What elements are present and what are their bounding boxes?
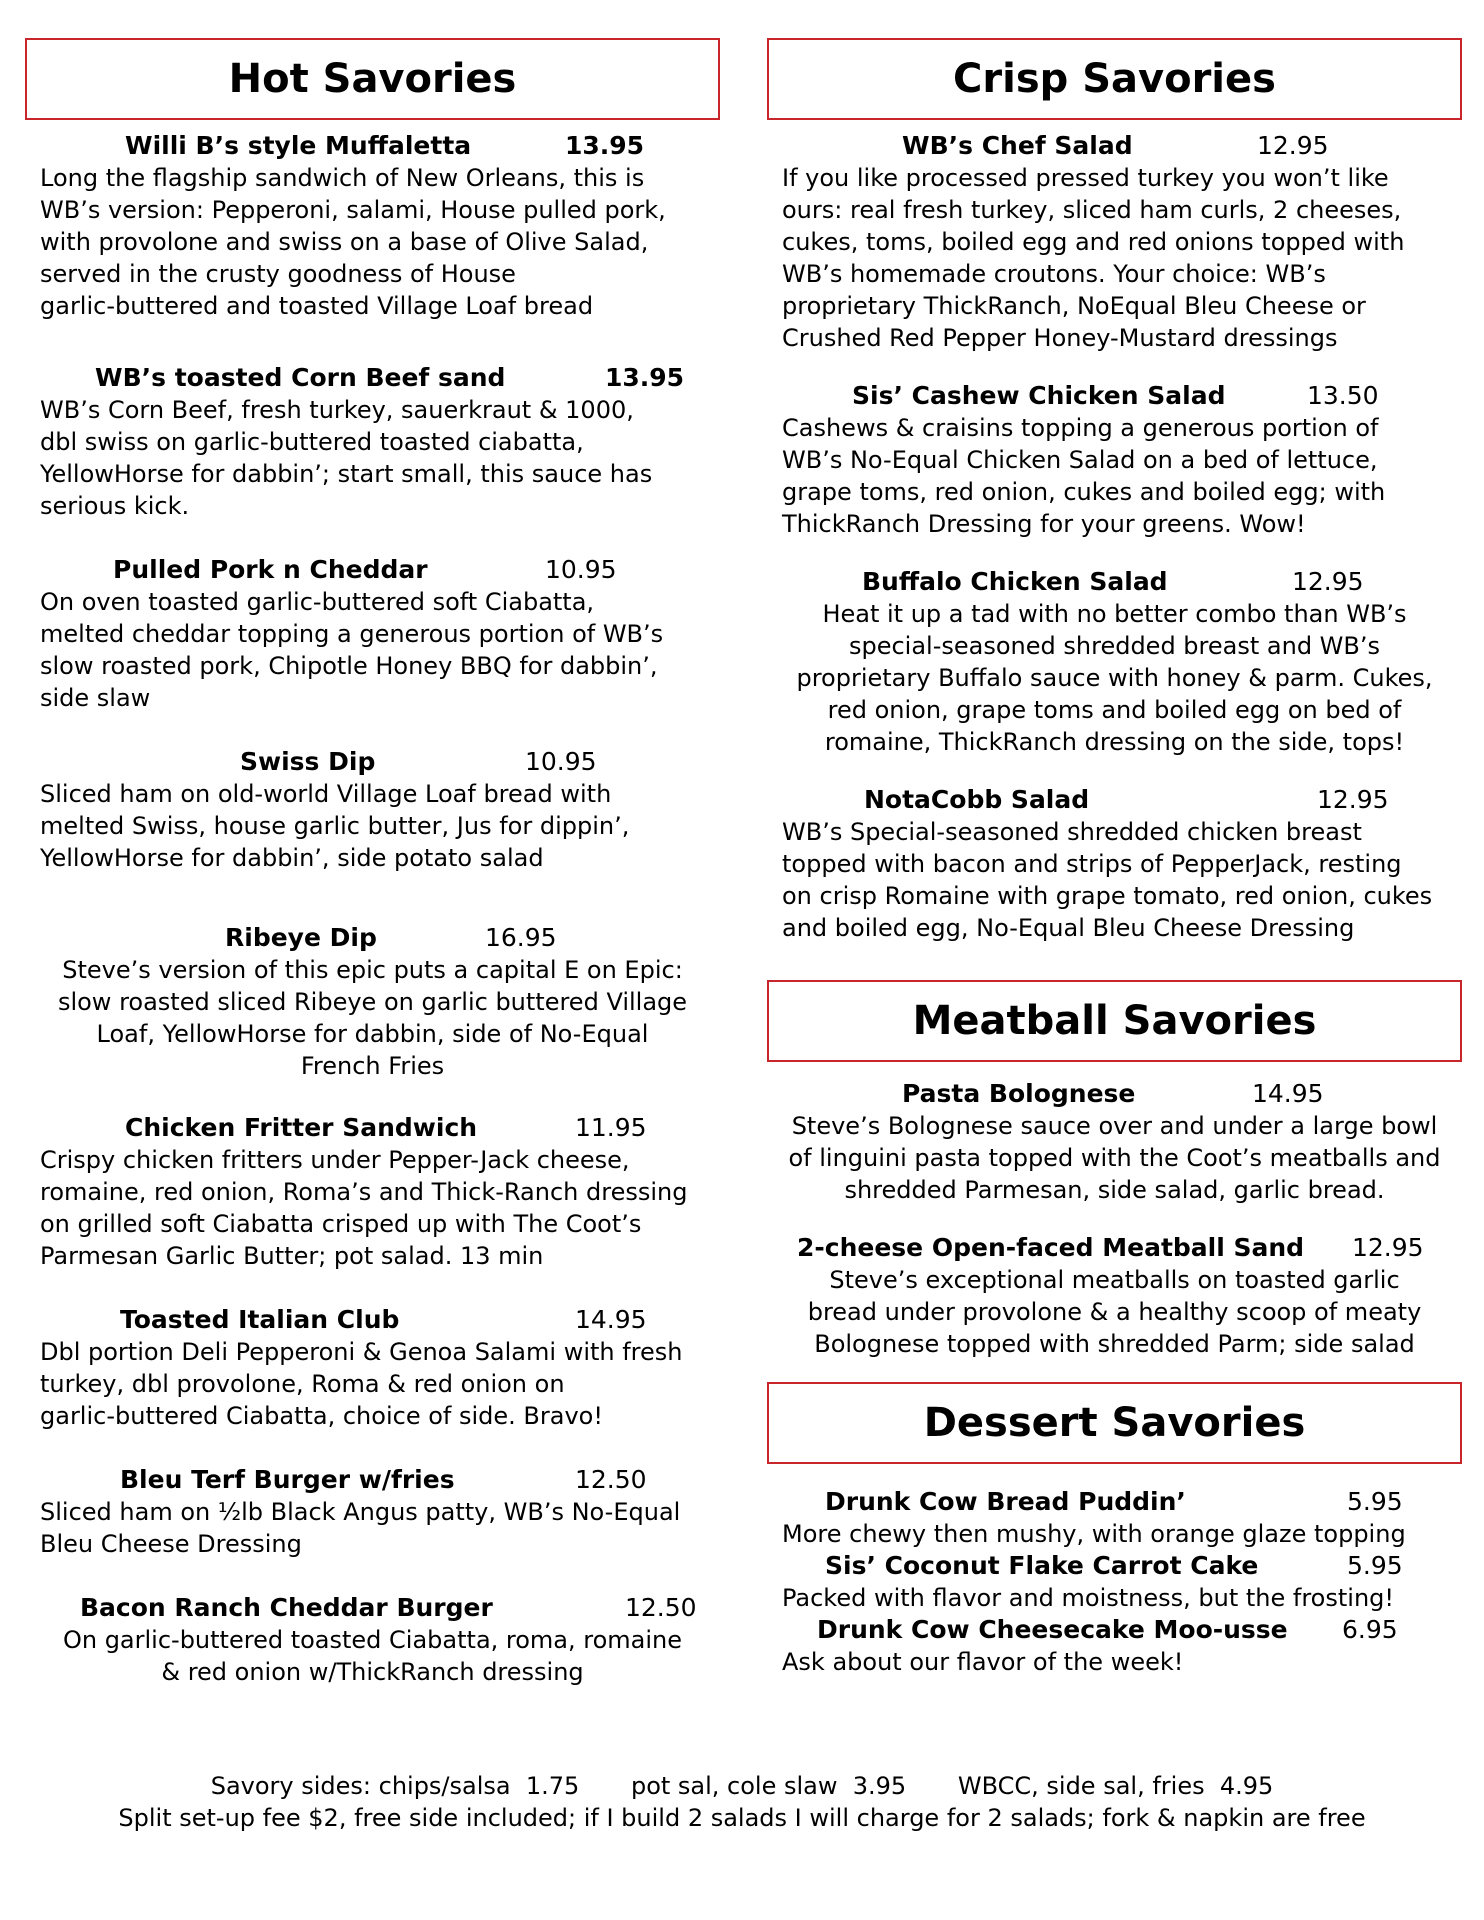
meatball-savories-list bbox=[767, 1078, 1462, 1360]
crisp-savories-list bbox=[767, 130, 1462, 944]
item-description-line: proprietary ThickRanch, NoEqual Bleu Cheese or bbox=[782, 292, 1366, 320]
meatball-savories-header: Meatball Savories bbox=[767, 980, 1462, 1062]
hot-menu-item bbox=[25, 1592, 720, 1688]
item-name: WB’s toasted Corn Beef sand bbox=[95, 363, 506, 392]
item-description-line: YellowHorse for dabbin’, side potato salad bbox=[40, 844, 544, 872]
item-name: Ribeye Dip bbox=[225, 923, 377, 952]
item-description-line: romaine, red onion, Roma’s and Thick-Ranch dressing bbox=[40, 1178, 688, 1206]
item-description-line: of linguini pasta topped with the Coot’s meatballs and bbox=[788, 1144, 1441, 1172]
item-description-line: side slaw bbox=[40, 684, 151, 712]
item-name: Bacon Ranch Cheddar Burger bbox=[80, 1593, 493, 1622]
sides-label-2: pot sal, cole slaw bbox=[630, 1772, 838, 1800]
item-description-line: Bleu Cheese Dressing bbox=[40, 1530, 302, 1558]
right-column bbox=[767, 38, 1462, 1678]
item-description-line: On garlic-buttered toasted Ciabatta, roma, romaine bbox=[62, 1626, 683, 1654]
dessert-savories-header: Dessert Savories bbox=[767, 1382, 1462, 1464]
item-price: 5.95 bbox=[1347, 1487, 1403, 1516]
item-price: 11.95 bbox=[575, 1113, 647, 1142]
crisp-savories-header: Crisp Savories bbox=[767, 38, 1462, 120]
item-description-line: WB’s homemade croutons. Your choice: WB’s bbox=[782, 260, 1326, 288]
item-name: NotaCobb Salad bbox=[864, 785, 1090, 814]
item-description-line: French Fries bbox=[300, 1052, 445, 1080]
item-description-line: on crisp Romaine with grape tomato, red onion, cukes bbox=[782, 882, 1433, 910]
sides-line bbox=[0, 1770, 1484, 1802]
dessert-savories-list bbox=[767, 1486, 1462, 1678]
item-description-line: WB’s No-Equal Chicken Salad on a bed of lettuce, bbox=[782, 446, 1378, 474]
item-description-line: Heat it up a tad with no better combo than WB’s bbox=[822, 600, 1407, 628]
item-name: WB’s Chef Salad bbox=[902, 131, 1133, 160]
dessert-menu-item bbox=[767, 1614, 1462, 1678]
hot-menu-item bbox=[25, 362, 720, 522]
item-name: Drunk Cow Cheesecake Moo-usse bbox=[817, 1615, 1288, 1644]
item-description-line: dbl swiss on garlic-buttered toasted ciabatta, bbox=[40, 428, 584, 456]
item-description-line: More chewy then mushy, with orange glaze topping bbox=[782, 1520, 1406, 1548]
item-description-line: ThickRanch Dressing for your greens. Wow! bbox=[782, 510, 1306, 538]
hot-menu-item bbox=[25, 130, 720, 322]
dessert-menu-item bbox=[767, 1486, 1462, 1550]
item-name: Chicken Fritter Sandwich bbox=[125, 1113, 478, 1142]
item-description-line: Bolognese topped with shredded Parm; side salad bbox=[814, 1330, 1415, 1358]
item-description-line: Long the flagship sandwich of New Orleans, this is bbox=[40, 164, 645, 192]
item-price: 12.95 bbox=[1292, 567, 1364, 596]
item-description-line: melted Swiss, house garlic butter, Jus for dippin’, bbox=[40, 812, 630, 840]
item-description-line: ours: real fresh turkey, sliced ham curls, 2 cheeses, bbox=[782, 196, 1402, 224]
item-name: Swiss Dip bbox=[240, 747, 376, 776]
item-description-line: & red onion w/ThickRanch dressing bbox=[161, 1658, 584, 1686]
hot-menu-item bbox=[25, 1112, 720, 1272]
sides-price-3: 4.95 bbox=[1219, 1772, 1274, 1800]
item-price: 12.95 bbox=[1317, 785, 1389, 814]
crisp-menu-item bbox=[767, 130, 1462, 354]
item-description-line: Packed with flavor and moistness, but the frosting! bbox=[782, 1584, 1395, 1612]
split-fee-note: Split set-up fee $2, free side included; if I build 2 salads I will charge for 2 salads; fork & napkin are free bbox=[118, 1804, 1366, 1832]
item-price: 12.50 bbox=[575, 1465, 647, 1494]
item-description-line: slow roasted sliced Ribeye on garlic buttered Village bbox=[57, 988, 688, 1016]
item-price: 12.50 bbox=[625, 1593, 697, 1622]
item-price: 13.95 bbox=[605, 363, 685, 392]
item-price: 5.95 bbox=[1347, 1551, 1403, 1580]
item-description-line: romaine, ThickRanch dressing on the side, tops! bbox=[824, 728, 1405, 756]
crisp-menu-item bbox=[767, 380, 1462, 540]
item-description-line: shredded Parmesan, side salad, garlic bread. bbox=[844, 1176, 1385, 1204]
item-description-line: Sliced ham on ½lb Black Angus patty, WB’s No-Equal bbox=[40, 1498, 681, 1526]
hot-menu-item bbox=[25, 1304, 720, 1432]
item-description-line: cukes, toms, boiled egg and red onions topped with bbox=[782, 228, 1405, 256]
item-price: 6.95 bbox=[1342, 1615, 1398, 1644]
item-name: Buffalo Chicken Salad bbox=[862, 567, 1168, 596]
item-description-line: Loaf, YellowHorse for dabbin, side of No-Equal bbox=[96, 1020, 649, 1048]
item-name: Bleu Terf Burger w/fries bbox=[120, 1465, 455, 1494]
item-price: 13.50 bbox=[1307, 381, 1379, 410]
sides-price-1: 1.75 bbox=[525, 1772, 580, 1800]
item-description-line: on grilled soft Ciabatta crisped up with The Coot’s bbox=[40, 1210, 642, 1238]
item-name: Pasta Bolognese bbox=[902, 1079, 1136, 1108]
sides-label-1: Savory sides: chips/salsa bbox=[210, 1772, 511, 1800]
item-description-line: WB’s version: Pepperoni, salami, House pulled pork, bbox=[40, 196, 666, 224]
footer bbox=[0, 1770, 1484, 1834]
hot-menu-item bbox=[25, 554, 720, 714]
item-name: Toasted Italian Club bbox=[120, 1305, 400, 1334]
item-description-line: Steve’s exceptional meatballs on toasted garlic bbox=[829, 1266, 1400, 1294]
item-description-line: If you like processed pressed turkey you won’t like bbox=[782, 164, 1389, 192]
item-price: 10.95 bbox=[545, 555, 617, 584]
item-price: 13.95 bbox=[565, 131, 645, 160]
item-name: Pulled Pork n Cheddar bbox=[113, 555, 428, 584]
item-price: 14.95 bbox=[575, 1305, 647, 1334]
item-description-line: topped with bacon and strips of PepperJack, resting bbox=[782, 850, 1402, 878]
crisp-menu-item bbox=[767, 784, 1462, 944]
item-description-line: Crispy chicken fritters under Pepper-Jack cheese, bbox=[40, 1146, 630, 1174]
left-column bbox=[25, 38, 720, 1688]
item-description-line: WB’s Special-seasoned shredded chicken breast bbox=[782, 818, 1362, 846]
sides-price-2: 3.95 bbox=[852, 1772, 907, 1800]
item-description-line: Cashews & craisins topping a generous portion of bbox=[782, 414, 1379, 442]
meatball-menu-item bbox=[767, 1078, 1462, 1206]
item-name: Willi B’s style Muffaletta bbox=[125, 131, 472, 160]
item-description-line: grape toms, red onion, cukes and boiled egg; with bbox=[782, 478, 1386, 506]
hot-menu-item bbox=[25, 922, 720, 1082]
item-name: Sis’ Cashew Chicken Salad bbox=[852, 381, 1226, 410]
item-name: 2-cheese Open-faced Meatball Sand bbox=[797, 1233, 1305, 1262]
item-name: Sis’ Coconut Flake Carrot Cake bbox=[825, 1551, 1259, 1580]
item-description-line: served in the crusty goodness of House bbox=[40, 260, 516, 288]
item-description-line: proprietary Buffalo sauce with honey & parm. Cukes, bbox=[796, 664, 1433, 692]
hot-savories-list bbox=[25, 130, 720, 1688]
item-description-line: garlic-buttered Ciabatta, choice of side. Bravo! bbox=[40, 1402, 603, 1430]
item-description-line: bread under provolone & a healthy scoop of meaty bbox=[807, 1298, 1422, 1326]
item-price: 10.95 bbox=[525, 747, 597, 776]
hot-menu-item bbox=[25, 1464, 720, 1560]
item-description-line: Parmesan Garlic Butter; pot salad. 13 min bbox=[40, 1242, 544, 1270]
dessert-menu-item bbox=[767, 1550, 1462, 1614]
item-description-line: Steve’s version of this epic puts a capital E on Epic: bbox=[62, 956, 683, 984]
item-description-line: melted cheddar topping a generous portion of WB’s bbox=[40, 620, 664, 648]
hot-menu-item bbox=[25, 746, 720, 874]
hot-savories-header: Hot Savories bbox=[25, 38, 720, 120]
meatball-menu-item bbox=[767, 1232, 1462, 1360]
item-description-line: Ask about our flavor of the week! bbox=[782, 1648, 1184, 1676]
item-description-line: garlic-buttered and toasted Village Loaf bread bbox=[40, 292, 594, 320]
item-description-line: special-seasoned shredded breast and WB’s bbox=[848, 632, 1381, 660]
item-description-line: YellowHorse for dabbin’; start small, this sauce has bbox=[40, 460, 653, 488]
item-description-line: with provolone and swiss on a base of Olive Salad, bbox=[40, 228, 649, 256]
item-description-line: slow roasted pork, Chipotle Honey BBQ for dabbin’, bbox=[40, 652, 658, 680]
crisp-menu-item bbox=[767, 566, 1462, 758]
item-description-line: Steve’s Bolognese sauce over and under a large bowl bbox=[791, 1112, 1438, 1140]
item-description-line: WB’s Corn Beef, fresh turkey, sauerkraut & 1000, bbox=[40, 396, 634, 424]
item-price: 12.95 bbox=[1257, 131, 1329, 160]
item-description-line: Sliced ham on old-world Village Loaf bread with bbox=[40, 780, 612, 808]
item-price: 12.95 bbox=[1352, 1233, 1424, 1262]
item-description-line: red onion, grape toms and boiled egg on bed of bbox=[827, 696, 1402, 724]
item-name: Drunk Cow Bread Puddin’ bbox=[825, 1487, 1186, 1516]
item-description-line: On oven toasted garlic-buttered soft Ciabatta, bbox=[40, 588, 595, 616]
item-description-line: and boiled egg, No-Equal Bleu Cheese Dressing bbox=[782, 914, 1355, 942]
sides-label-3: WBCC, side sal, fries bbox=[957, 1772, 1205, 1800]
item-price: 16.95 bbox=[485, 923, 557, 952]
item-description-line: serious kick. bbox=[40, 492, 190, 520]
item-price: 14.95 bbox=[1252, 1079, 1324, 1108]
item-description-line: Crushed Red Pepper Honey-Mustard dressings bbox=[782, 324, 1338, 352]
item-description-line: Dbl portion Deli Pepperoni & Genoa Salami with fresh bbox=[40, 1338, 683, 1366]
item-description-line: turkey, dbl provolone, Roma & red onion on bbox=[40, 1370, 565, 1398]
